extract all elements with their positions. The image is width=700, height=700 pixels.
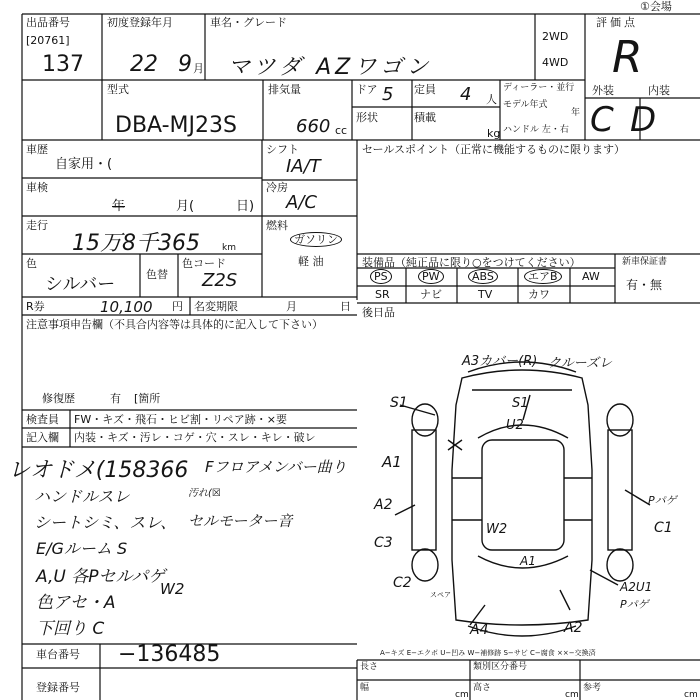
ac-label: 冷房 [266, 181, 288, 194]
use-label: 車歴 [26, 143, 48, 156]
mark-a2-left: A2 [374, 497, 393, 513]
chassis-value: −136485 [118, 642, 221, 667]
displacement-value: 660 [296, 116, 331, 137]
fuel-label: 燃料 [266, 219, 288, 232]
reference-label: 参考 [583, 683, 602, 693]
color-label: 色 [26, 257, 37, 270]
width-label: 幅 [360, 683, 370, 693]
mark-u2-center: U2 [506, 418, 524, 433]
drive-2wd: 2WD [542, 30, 569, 43]
recycle-label: R券 [26, 300, 45, 313]
equip-airbag-label: エアB [524, 269, 562, 284]
lot-code: [20761] [26, 34, 70, 47]
mark-s1-left: S1 [390, 395, 408, 411]
recycle-value: 10,100 [100, 298, 153, 316]
car-name: マツダ AZワゴン [228, 55, 433, 80]
mark-a4: A4 [470, 622, 489, 638]
load-unit: kg [487, 127, 501, 140]
equip-leather: カワ [528, 288, 550, 301]
shift-label: シフト [266, 143, 299, 156]
registration-month-unit: 月 [193, 62, 204, 75]
note-seat-stain: シートシミ、スレ、 [34, 513, 177, 532]
fuel-gasoline-circle: ガソリン [290, 232, 342, 247]
note-odometer: レオドメ(158366 [8, 458, 189, 483]
interior-label: 内装 [648, 84, 670, 97]
registration-month: 9 [178, 52, 192, 77]
mark-paint-right: Pパゲ [648, 494, 677, 507]
mark-front-right: クルーズレ [548, 356, 612, 371]
mark-a1-left: A1 [382, 453, 402, 471]
registration-label: 初度登録年月 [107, 16, 173, 29]
mark-a2-bottom: A2 [564, 620, 583, 636]
color-value: シルバー [45, 274, 116, 295]
note-w2: W2 [160, 580, 185, 598]
new-car-warranty-value: 有・無 [626, 278, 663, 292]
mark-w2: W2 [486, 522, 508, 537]
interior-score: D [630, 100, 657, 140]
note-engine-room: E/Gルーム S [36, 539, 128, 558]
exterior-label: 外装 [592, 84, 614, 97]
use-value: 自家用・( [55, 157, 113, 172]
displacement-unit: cc [335, 124, 348, 137]
note-floor-member: Fフロアメンバー曲り [205, 458, 347, 476]
mileage-unit: km [222, 243, 236, 253]
ac-value: A/C [286, 192, 317, 213]
capacity-value: 4 [460, 84, 472, 105]
inspector-items: FW・キズ・飛石・ヒビ割・リペア跡・×要 [74, 413, 287, 426]
repair-history-label: 修復歴 [42, 392, 75, 405]
note-underbody: 下回り C [36, 619, 105, 639]
door-label: ドア [356, 83, 378, 96]
mark-spare: スペア [430, 591, 451, 599]
mark-paint-right-2: Pパゲ [620, 598, 649, 611]
displacement-label: 排気量 [268, 83, 301, 96]
score-value: R [612, 32, 643, 83]
lot-number: 137 [42, 52, 84, 77]
note-handle-wear: ハンドルスレ [34, 487, 130, 506]
exterior-score: C [590, 100, 614, 140]
car-name-label: 車名・グレード [210, 16, 287, 29]
mark-a2u1: A2U1 [620, 580, 653, 594]
inspection-month: 月( [176, 199, 195, 214]
note-fade: 色アセ・A [36, 593, 116, 613]
dealer-label: ディーラー・並行 [503, 83, 575, 93]
sales-point-label: セールスポイント（正常に機能するものに限ります） [362, 143, 626, 156]
equip-navi: ナビ [420, 288, 442, 301]
fuel-diesel: 軽 油 [298, 255, 324, 268]
repair-history-value: 有 [110, 392, 121, 405]
equip-aw: AW [582, 270, 600, 283]
note-starter-noise: セルモーター音 [188, 512, 293, 530]
venue-mark: ①会場 [640, 0, 672, 13]
rear-items-label: 後日品 [362, 306, 395, 319]
mark-c3-left: C3 [374, 535, 393, 551]
equip-sr: SR [375, 288, 390, 301]
equip-ps-label: PS [370, 269, 392, 284]
mileage-label: 走行 [26, 219, 48, 232]
new-car-warranty-label: 新車保証書 [622, 257, 668, 267]
mark-c1-right: C1 [654, 520, 673, 536]
capacity-label: 定員 [414, 83, 436, 96]
title-limit-month: 月 [286, 300, 297, 313]
chassis-label: 車台番号 [36, 648, 80, 661]
inspection-label: 車検 [26, 181, 48, 194]
shift-value: IA/T [286, 156, 321, 177]
class-number-label: 類別区分番号 [473, 662, 528, 672]
note-stain: 汚れ(☒ [188, 488, 221, 499]
load-label: 積載 [414, 111, 436, 124]
equip-abs-label: ABS [468, 269, 498, 284]
unit-cm-1: cm [455, 690, 469, 700]
note-paint-peel: A,U 各Pセルパゲ [36, 567, 166, 587]
score-label: 評価点 [596, 16, 638, 29]
inspection-year: 年 [112, 199, 126, 214]
unit-cm-3: cm [684, 690, 698, 700]
caution-label: 注意事項申告欄（不具合内容等は具体的に記入して下さい） [26, 318, 323, 331]
repair-history-place: [箇所 [134, 392, 161, 405]
equipment-label: 装備品（純正品に限り○をつけてください） [362, 256, 581, 269]
equip-pw-label: PW [418, 269, 444, 284]
shape-label: 形状 [356, 111, 378, 124]
model-label: 型式 [107, 83, 129, 96]
mark-front: A3カバー(R) [462, 354, 538, 369]
lot-number-label: 出品番号 [26, 16, 70, 29]
mark-c2-left: C2 [393, 575, 412, 591]
length-label: 長さ [360, 662, 379, 672]
equip-tv: TV [478, 288, 493, 301]
capacity-unit: 人 [486, 93, 497, 106]
handle-label: ハンドル 左・右 [503, 125, 569, 135]
entry-items: 内装・キズ・汚レ・コゲ・穴・スレ・キレ・破レ [74, 431, 316, 444]
title-limit-day: 日 [340, 300, 351, 313]
color-code-value: Z2S [202, 270, 238, 291]
model-value: DBA-MJ23S [115, 113, 237, 138]
color-code-label: 色コード [182, 257, 226, 270]
damage-legend: A−キズ E−エクボ U−凹み W−補修跡 S−サビ C−腐食 ××−交換済 [380, 649, 596, 657]
model-year-label: モデル年式 [503, 100, 548, 110]
mileage-value: 15万8千365 [72, 231, 200, 256]
inspection-day: 日) [236, 199, 255, 214]
mark-s1-center: S1 [512, 396, 529, 411]
unit-cm-2: cm [565, 690, 579, 700]
register-label: 登録番号 [36, 681, 80, 694]
height-label: 高さ [473, 683, 492, 693]
entry-label: 記入欄 [26, 431, 59, 444]
door-value: 5 [382, 84, 394, 105]
color-swap-label: 色替 [146, 268, 168, 281]
registration-year: 22 [130, 52, 158, 77]
mark-a1-center: A1 [520, 554, 536, 568]
inspector-label: 検査員 [26, 413, 59, 426]
title-limit-label: 名変期限 [194, 300, 238, 313]
model-year-unit: 年 [571, 108, 581, 118]
recycle-unit: 円 [172, 300, 183, 313]
drive-4wd: 4WD [542, 56, 569, 69]
